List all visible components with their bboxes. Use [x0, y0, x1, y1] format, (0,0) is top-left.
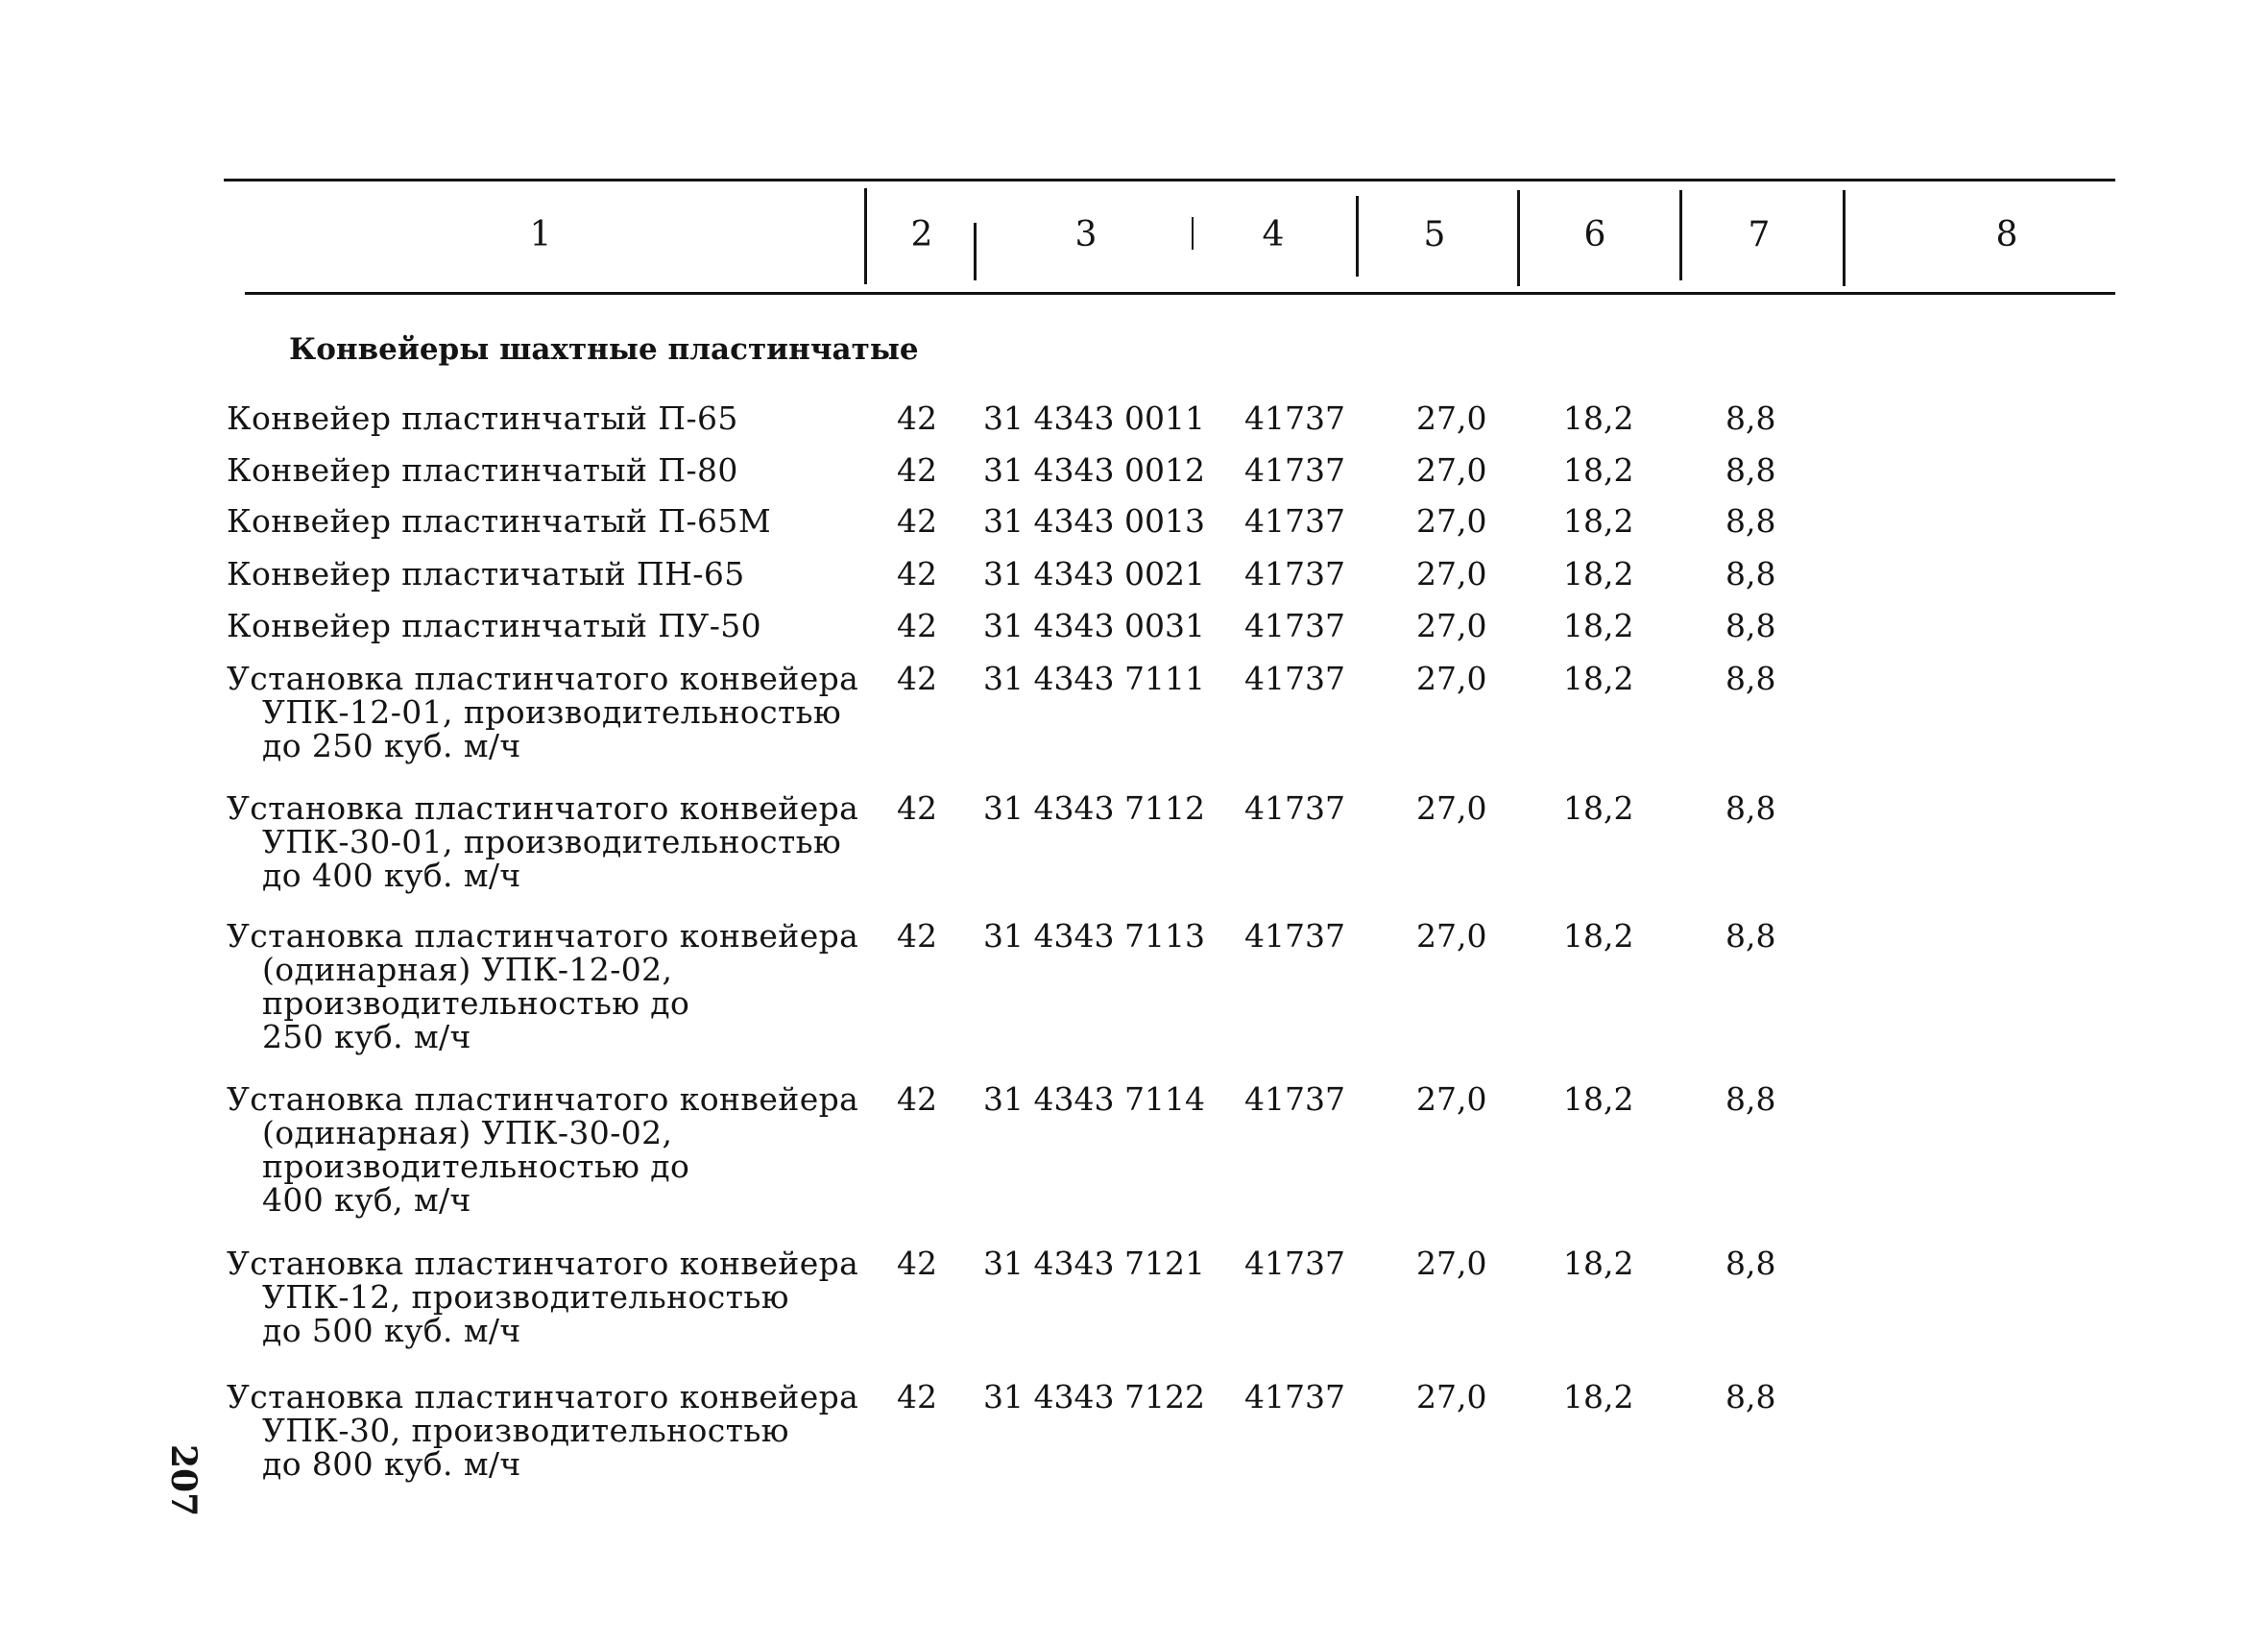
table-cell-c4: 41737: [1244, 607, 1345, 644]
table-cell-c6: 18,2: [1563, 660, 1634, 697]
table-cell-c2: 42: [897, 917, 937, 955]
column-header-8: 8: [1995, 215, 2018, 254]
table-cell-c4: 41737: [1244, 502, 1345, 540]
row-name-line: УПК-12-01, производительностью: [262, 693, 842, 731]
page-number: 207: [163, 1444, 204, 1517]
table-cell-c2: 42: [897, 1378, 937, 1415]
table-top-rule: [224, 179, 2115, 181]
table-cell-c6: 18,2: [1563, 917, 1634, 955]
row-name: [227, 660, 859, 764]
table-cell-c7: 8,8: [1725, 555, 1776, 593]
table-cell-c3: 31 4343 0012: [983, 451, 1205, 489]
table-cell-c6: 18,2: [1563, 1245, 1634, 1282]
row-name-line: до 400 куб. м/ч: [262, 857, 521, 894]
table-cell-c4: 41737: [1244, 1378, 1345, 1415]
column-separator: [1192, 217, 1194, 250]
table-cell-c4: 41737: [1244, 1245, 1345, 1282]
table-cell-c6: 18,2: [1563, 1378, 1634, 1415]
table-cell-c5: 27,0: [1416, 607, 1487, 644]
table-cell-c2: 42: [897, 399, 937, 437]
row-name: [227, 401, 841, 435]
table-cell-c5: 27,0: [1416, 789, 1487, 827]
row-name-line: Установка пластинчатого конвейера: [227, 1378, 859, 1415]
row-name-line: Установка пластинчатого конвейера: [227, 1245, 859, 1282]
row-name: [227, 609, 841, 642]
table-cell-c4: 41737: [1244, 789, 1345, 827]
table-cell-c2: 42: [897, 555, 937, 593]
table-cell-c5: 27,0: [1416, 399, 1487, 437]
table-cell-c6: 18,2: [1563, 789, 1634, 827]
column-header-4: 4: [1262, 215, 1285, 254]
row-name: [227, 504, 841, 538]
table-cell-c5: 27,0: [1416, 917, 1487, 955]
row-name-line: Установка пластинчатого конвейера: [227, 660, 859, 697]
row-name: [227, 1080, 859, 1219]
table-cell-c3: 31 4343 7111: [983, 660, 1205, 697]
row-name-line: (одинарная) УПК-30-02,: [262, 1114, 673, 1151]
column-separator: [1843, 190, 1846, 286]
table-cell-c7: 8,8: [1725, 399, 1776, 437]
row-name: [227, 1245, 859, 1349]
row-name-line: Конвейер пластинчатый ПУ-50: [227, 607, 762, 644]
row-name-line: Конвейер пластинчатый П-65М: [227, 502, 772, 540]
table-cell-c5: 27,0: [1416, 451, 1487, 489]
row-name-line: УПК-30-01, производительностью: [262, 823, 842, 860]
row-name-line: (одинарная) УПК-12-02,: [262, 951, 673, 988]
row-name-line: производительностью до: [262, 1148, 690, 1185]
table-cell-c6: 18,2: [1563, 555, 1634, 593]
table-cell-c5: 27,0: [1416, 1245, 1487, 1282]
column-separator: [1679, 190, 1682, 280]
row-name: [227, 453, 841, 487]
table-cell-c7: 8,8: [1725, 607, 1776, 644]
table-cell-c5: 27,0: [1416, 555, 1487, 593]
table-cell-c5: 27,0: [1416, 502, 1487, 540]
table-cell-c6: 18,2: [1563, 399, 1634, 437]
table-cell-c7: 8,8: [1725, 1378, 1776, 1415]
table-cell-c2: 42: [897, 451, 937, 489]
row-name-line: Установка пластинчатого конвейера: [227, 789, 859, 827]
table-cell-c5: 27,0: [1416, 1378, 1487, 1415]
column-header-6: 6: [1583, 215, 1606, 254]
table-cell-c7: 8,8: [1725, 1245, 1776, 1282]
table-cell-c3: 31 4343 0011: [983, 399, 1205, 437]
column-separator: [1356, 196, 1359, 277]
row-name-line: Конвейер пластичатый ПН-65: [227, 555, 745, 593]
table-cell-c7: 8,8: [1725, 502, 1776, 540]
table-cell-c4: 41737: [1244, 399, 1345, 437]
row-name-line: Конвейер пластинчатый П-65: [227, 399, 738, 437]
table-cell-c3: 31 4343 7121: [983, 1245, 1205, 1282]
table-cell-c6: 18,2: [1563, 607, 1634, 644]
table-cell-c4: 41737: [1244, 555, 1345, 593]
row-name-line: УПК-30, производительностью: [262, 1412, 789, 1449]
table-cell-c3: 31 4343 7114: [983, 1080, 1205, 1118]
table-cell-c6: 18,2: [1563, 502, 1634, 540]
column-header-5: 5: [1423, 215, 1446, 254]
table-cell-c3: 31 4343 7112: [983, 789, 1205, 827]
table-cell-c3: 31 4343 7113: [983, 917, 1205, 955]
table-cell-c4: 41737: [1244, 1080, 1345, 1118]
section-title: Конвейеры шахтные пластинчатые: [289, 332, 919, 367]
table-cell-c7: 8,8: [1725, 1080, 1776, 1118]
column-header-3: 3: [1074, 215, 1098, 254]
table-cell-c7: 8,8: [1725, 917, 1776, 955]
column-separator: [974, 223, 977, 280]
row-name-line: производительностью до: [262, 984, 690, 1022]
table-cell-c4: 41737: [1244, 451, 1345, 489]
table-cell-c2: 42: [897, 789, 937, 827]
table-cell-c3: 31 4343 7122: [983, 1378, 1205, 1415]
row-name-line: УПК-12, производительностью: [262, 1278, 789, 1316]
row-name: [227, 917, 859, 1055]
row-name-line: Установка пластинчатого конвейера: [227, 1080, 859, 1118]
row-name: [227, 789, 859, 894]
table-cell-c5: 27,0: [1416, 1080, 1487, 1118]
table-cell-c3: 31 4343 0021: [983, 555, 1205, 593]
table-cell-c3: 31 4343 0013: [983, 502, 1205, 540]
column-separator: [864, 188, 867, 284]
table-cell-c5: 27,0: [1416, 660, 1487, 697]
table-cell-c6: 18,2: [1563, 1080, 1634, 1118]
table-cell-c3: 31 4343 0031: [983, 607, 1205, 644]
row-name-line: до 250 куб. м/ч: [262, 727, 521, 764]
table-cell-c2: 42: [897, 502, 937, 540]
column-header-2: 2: [910, 215, 933, 254]
table-header-rule: [245, 292, 2115, 295]
table-cell-c2: 42: [897, 607, 937, 644]
row-name-line: до 800 куб. м/ч: [262, 1445, 521, 1483]
row-name-line: Конвейер пластинчатый П-80: [227, 451, 738, 489]
table-cell-c4: 41737: [1244, 660, 1345, 697]
row-name: [227, 557, 841, 591]
table-cell-c7: 8,8: [1725, 451, 1776, 489]
row-name-line: 400 куб, м/ч: [262, 1181, 471, 1219]
column-header-1: 1: [529, 215, 552, 254]
row-name-line: до 500 куб. м/ч: [262, 1312, 521, 1349]
table-cell-c2: 42: [897, 1080, 937, 1118]
table-cell-c7: 8,8: [1725, 789, 1776, 827]
row-name-line: 250 куб. м/ч: [262, 1018, 471, 1055]
table-cell-c2: 42: [897, 660, 937, 697]
table-cell-c7: 8,8: [1725, 660, 1776, 697]
table-cell-c4: 41737: [1244, 917, 1345, 955]
table-cell-c6: 18,2: [1563, 451, 1634, 489]
table-cell-c2: 42: [897, 1245, 937, 1282]
row-name: [227, 1378, 859, 1483]
column-separator: [1517, 190, 1520, 286]
row-name-line: Установка пластинчатого конвейера: [227, 917, 859, 955]
column-header-7: 7: [1748, 215, 1771, 254]
